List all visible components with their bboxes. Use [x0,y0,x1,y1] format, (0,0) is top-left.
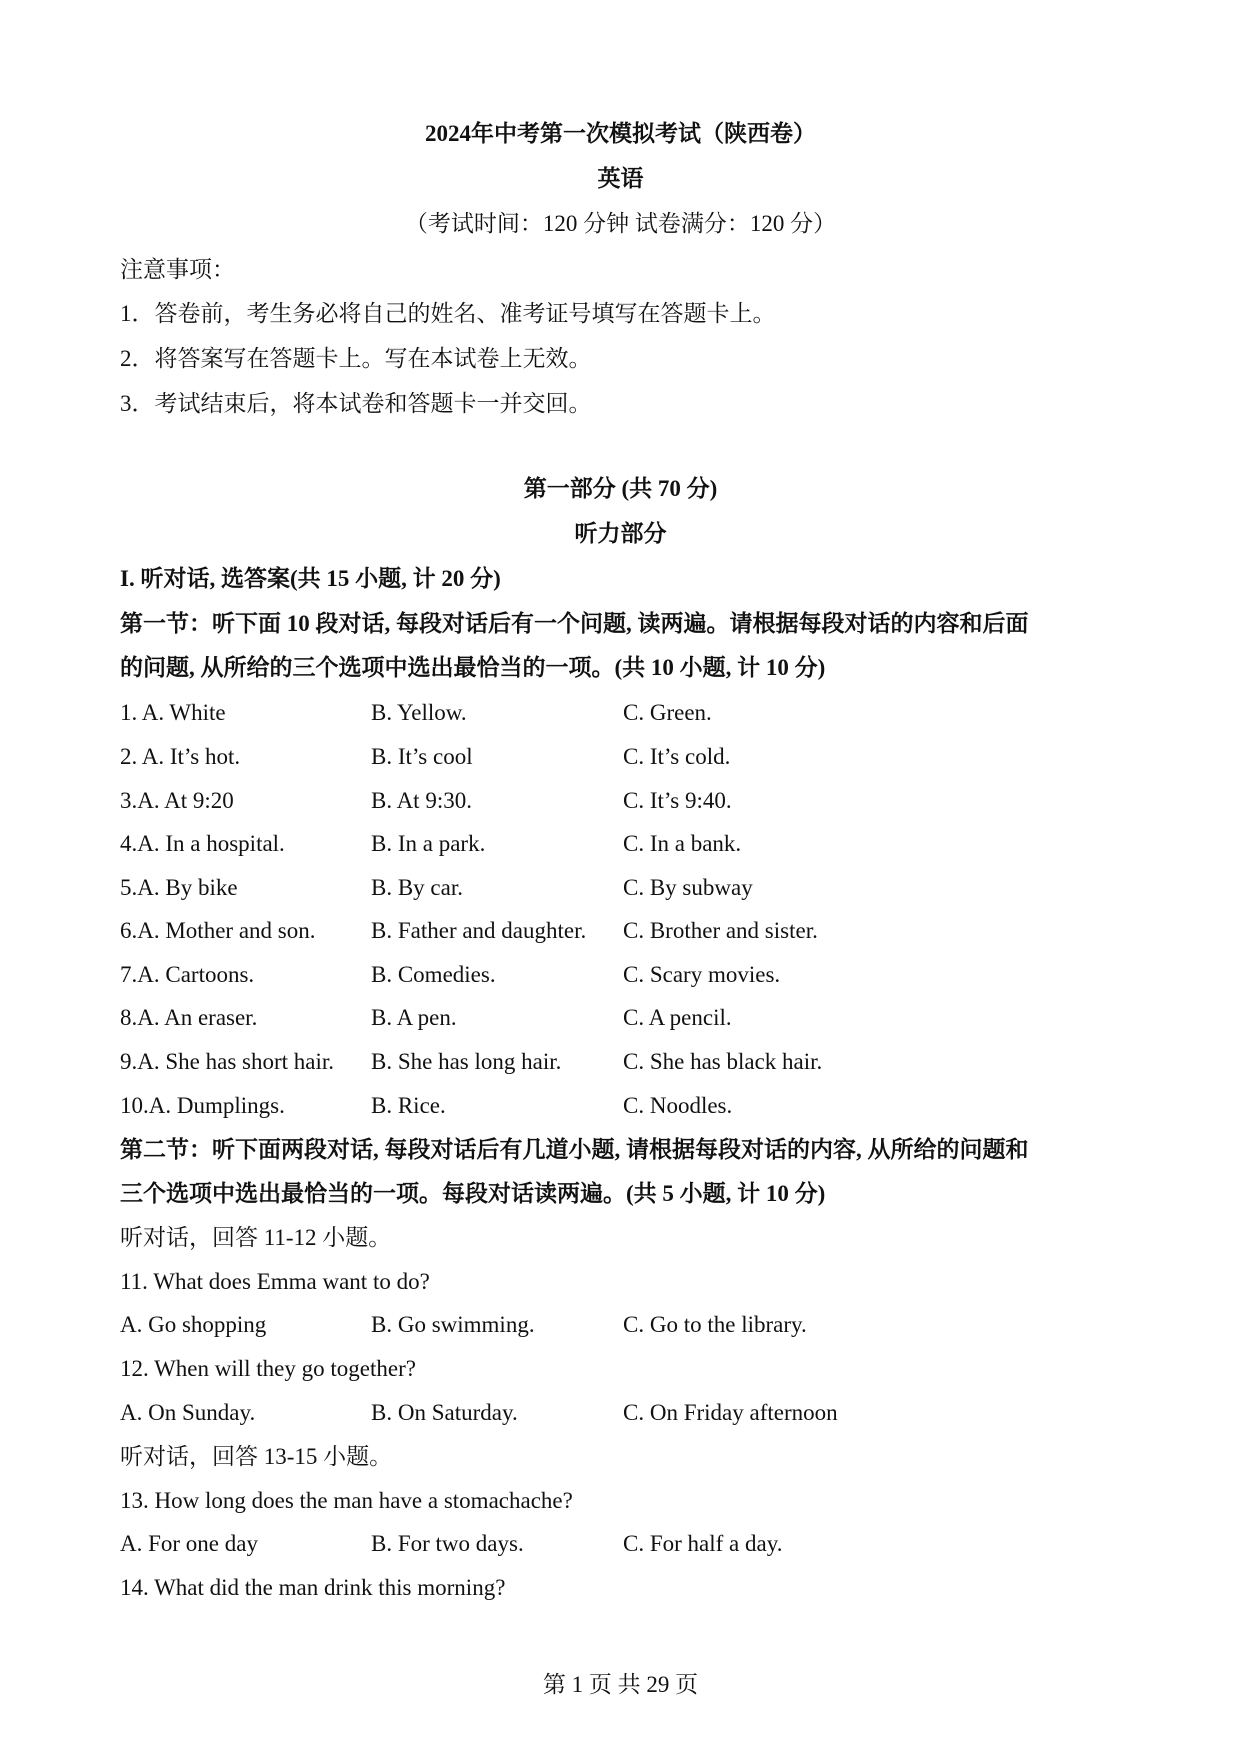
option-a: A. Go shopping [120,1312,267,1337]
option-c: C. It’s cold. [623,744,731,769]
option-c: C. Scary movies. [623,962,781,987]
option-a: 9.A. She has short hair. [120,1049,335,1074]
option-b: B. In a park. [371,831,486,856]
option-c: C. On Friday afternoon [623,1400,838,1425]
option-a: 6.A. Mother and son. [120,918,316,943]
notes-heading: 注意事项： [120,257,235,282]
option-b: B. On Saturday. [371,1400,518,1425]
option-c: C. For half a day. [623,1531,783,1556]
page-footer: 第 1 页 共 29 页 [542,1672,699,1697]
option-b: B. Comedies. [371,962,496,987]
option-c: C. Noodles. [623,1093,733,1118]
option-a: 8.A. An eraser. [120,1005,258,1030]
option-a: 2. A. It’s hot. [120,744,241,769]
note-item: 1．答卷前，考生务必将自己的姓名、准考证号填写在答题卡上。 [120,301,776,326]
sub-section-1-instructions: 的问题, 从所给的三个选项中选出最恰当的一项。(共 10 小题, 计 10 分) [120,655,826,680]
question-text: 11. What does Emma want to do? [120,1269,430,1294]
subject-title: 英语 [597,166,644,191]
sub-section-2-instructions: 三个选项中选出最恰当的一项。每段对话读两遍。(共 5 小题, 计 10 分) [120,1181,826,1206]
question-text: 14. What did the man drink this morning? [120,1575,506,1600]
option-a: 10.A. Dumplings. [120,1093,285,1118]
section-heading: I. 听对话, 选答案(共 15 小题, 计 20 分) [120,566,501,591]
part-title: 第一部分 (共 70 分) [523,476,718,501]
option-b: B. At 9:30. [371,788,472,813]
note-item: 2．将答案写在答题卡上。写在本试卷上无效。 [120,346,592,371]
option-c: C. Brother and sister. [623,918,818,943]
option-b: B. Rice. [371,1093,446,1118]
option-a: 1. A. White [120,700,226,725]
option-b: B. She has long hair. [371,1049,562,1074]
option-c: C. Go to the library. [623,1312,807,1337]
option-b: B. For two days. [371,1531,524,1556]
option-c: C. A pencil. [623,1005,732,1030]
option-b: B. By car. [371,875,463,900]
option-a: 3.A. At 9:20 [120,788,234,813]
question-text: 13. How long does the man have a stomachache? [120,1488,573,1513]
option-a: 5.A. By bike [120,875,238,900]
option-c: C. Green. [623,700,712,725]
dialog-intro: 听对话，回答 13-15 小题。 [120,1444,393,1469]
option-c: C. In a bank. [623,831,742,856]
dialog-intro: 听对话，回答 11-12 小题。 [120,1225,392,1250]
option-c: C. By subway [623,875,753,900]
part-subtitle: 听力部分 [574,521,667,546]
option-b: B. A pen. [371,1005,457,1030]
option-a: 4.A. In a hospital. [120,831,285,856]
option-c: C. She has black hair. [623,1049,823,1074]
option-b: B. Yellow. [371,700,467,725]
option-a: A. On Sunday. [120,1400,256,1425]
option-b: B. Go swimming. [371,1312,535,1337]
option-c: C. It’s 9:40. [623,788,732,813]
exam-title: 2024年中考第一次模拟考试（陕西卷） [425,121,816,146]
option-a: 7.A. Cartoons. [120,962,255,987]
option-b: B. It’s cool [371,744,473,769]
option-a: A. For one day [120,1531,258,1556]
exam-info: （考试时间：120 分钟 试卷满分：120 分） [404,211,837,236]
option-b: B. Father and daughter. [371,918,587,943]
sub-section-2-instructions: 第二节：听下面两段对话, 每段对话后有几道小题, 请根据每段对话的内容, 从所给的问题和 [120,1137,1029,1162]
sub-section-1-instructions: 第一节：听下面 10 段对话, 每段对话后有一个问题, 读两遍。请根据每段对话的内容和后面 [120,611,1029,636]
note-item: 3．考试结束后，将本试卷和答题卡一并交回。 [120,391,592,416]
question-text: 12. When will they go together? [120,1356,416,1381]
